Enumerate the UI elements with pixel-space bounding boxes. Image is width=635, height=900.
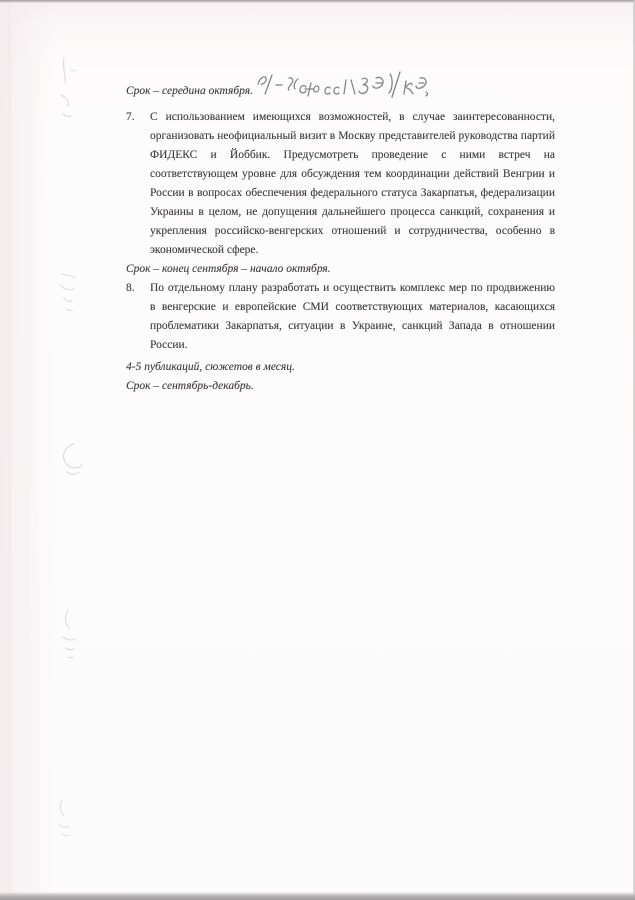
item-text: С использованием имеющихся возможностей, в случае заинтересованности, организовать неофициальный визит в Москву представителей руководства партий ФИДЕКС и Йоббик. Предусмотреть проведение с ними встреч на соответствующем уровне для обсуждения тем координации действий Венгрии и России в вопросах обеспечения федерального статуса Закарпатья, федерализации Украины в целом, не допущения дальнейшего процесса санкций, сохранения и укрепления российско-венгерских отношений и сотрудничества, особенно в экономической сфере. xyxy=(150,111,555,256)
margin-smudge xyxy=(48,268,108,328)
deadline-text: Срок – конец сентября – начало октября. xyxy=(126,263,331,275)
page-content xyxy=(126,82,555,396)
page-bottom-edge xyxy=(0,892,635,900)
item-number: 7. xyxy=(126,111,135,123)
deadline-line-3 xyxy=(126,377,555,396)
margin-smudge xyxy=(50,604,110,674)
item-number: 8. xyxy=(126,282,135,294)
note-line xyxy=(126,358,555,377)
item-text: По отдельному плану разработать и осуществить комплекс мер по продвижению в венгерские и европейские СМИ соответствующих материалов, касающихся проблематики Закарпатья, ситуации в Украине, санкций Запада в отношении России. xyxy=(150,282,555,351)
margin-smudge xyxy=(46,794,106,854)
deadline-text: Срок – сентябрь-декабрь. xyxy=(126,380,254,392)
margin-smudge xyxy=(46,436,106,496)
note-text: 4-5 публикаций, сюжетов в месяц. xyxy=(126,361,295,373)
paper-fold-line xyxy=(9,3,10,892)
numbered-item-8 xyxy=(126,279,555,355)
deadline-line-2 xyxy=(126,260,555,279)
deadline-text: Срок – середина октября. xyxy=(126,85,253,97)
margin-smudge xyxy=(40,50,100,130)
deadline-line-1 xyxy=(126,82,555,101)
numbered-item-7 xyxy=(126,108,555,260)
page-top-edge xyxy=(0,0,635,3)
